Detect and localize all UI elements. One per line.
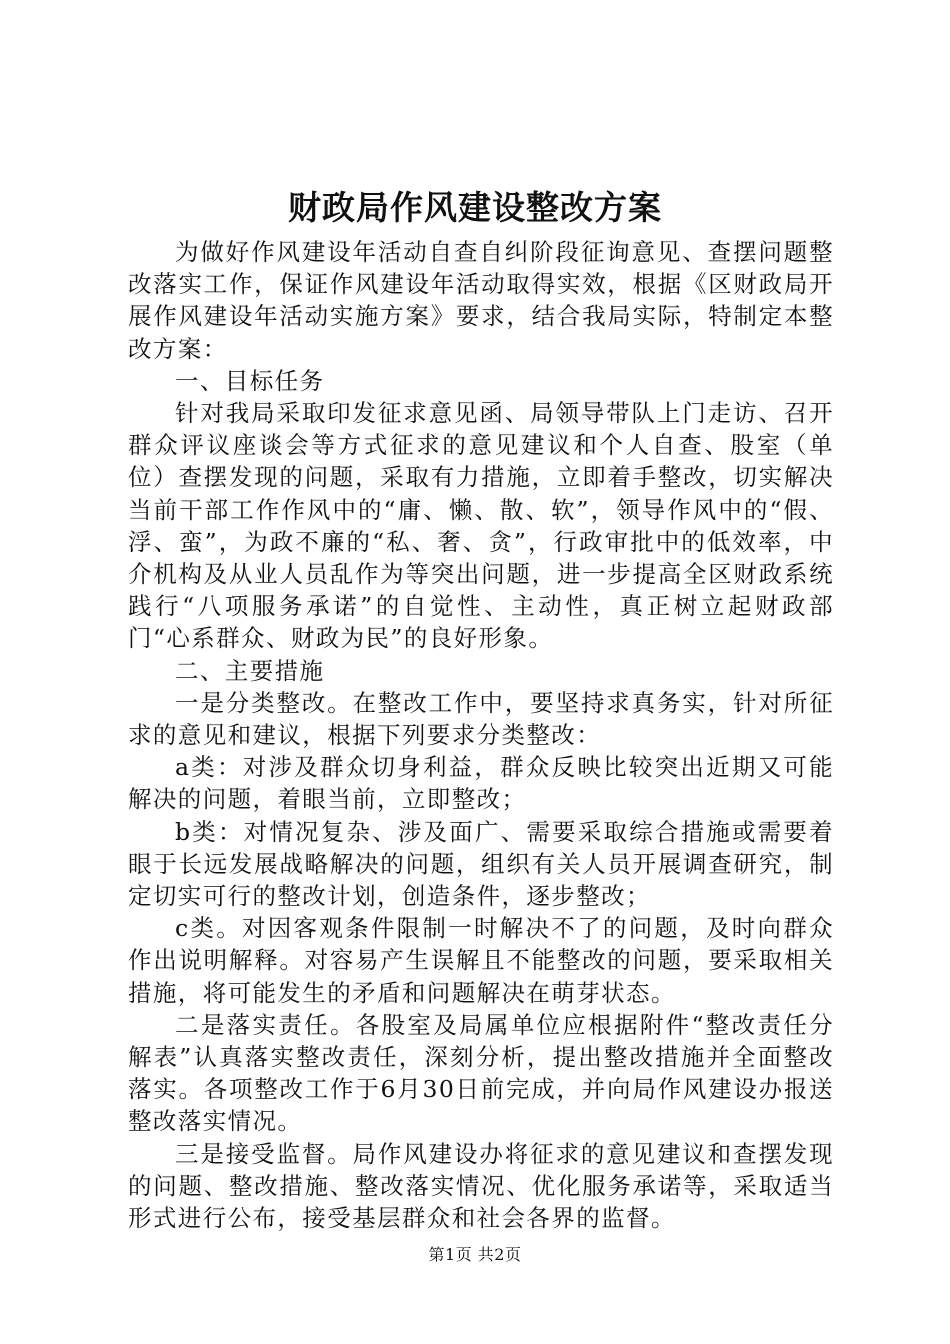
paragraph-category-a: a类：对涉及群众切身利益，群众反映比较突出近期又可能解决的问题，着眼当前，立即整改； (128, 753, 834, 814)
page-footer: 第1页 共2页 (428, 1245, 522, 1264)
paragraph-measure-1: 一是分类整改。在整改工作中，要坚持求真务实，针对所征求的意见和建议，根据下列要求分类整改： (128, 688, 834, 750)
paragraph-goals: 针对我局采取印发征求意见函、局领导带队上门走访、召开群众评议座谈会等方式征求的意见建议和个人自查、股室（单位）查摆发现的问题，采取有力措施，立即着手整改，切实解决当前干部工作作风中的“庸、懒、散、软”，领导作风中的“假、浮、蛮”，为政不廉的“私、奢、贪”，行政审批中的低效率，中介机构及从业人员乱作为等突出问题，进一步提高全区财政系统践行“八项服务承诺”的自觉性、主动性，真正树立起财政部门“心系群众、财政为民”的良好形象。 (128, 399, 834, 653)
paragraph-measure-3: 三是接受监督。局作风建设办将征求的意见建议和查摆发现的问题、整改措施、整改落实情况、优化服务承诺等，采取适当形式进行公布，接受基层群众和社会各界的监督。 (128, 1139, 834, 1233)
heading-measures: 二、主要措施 (175, 656, 325, 685)
paragraph-category-b: b类：对情况复杂、涉及面广、需要采取综合措施或需要着眼于长远发展战略解决的问题，组织有关人员开展调查研究，制定切实可行的整改计划，创造条件，逐步整改； (128, 817, 834, 911)
heading-goals: 一、目标任务 (175, 366, 325, 395)
paragraph-measure-2: 二是落实责任。各股室及局属单位应根据附件“整改责任分解表”认真落实整改责任，深刻分析，提出整改措施并全面整改落实。各项整改工作于6月30日前完成，并向局作风建设办报送整改落实情况。 (128, 1010, 834, 1136)
paragraph-category-c: c类。对因客观条件限制一时解决不了的问题，及时向群众作出说明解释。对容易产生误解且不能整改的问题，要采取相关措施，将可能发生的矛盾和问题解决在萌芽状态。 (128, 914, 834, 1007)
document-body (128, 236, 834, 1234)
document-title: 财政局作风建设整改方案 (288, 188, 662, 227)
paragraph-intro: 为做好作风建设年活动自查自纠阶段征询意见、查摆问题整改落实工作，保证作风建设年活动取得实效，根据《区财政局开展作风建设年活动实施方案》要求，结合我局实际，特制定本整改方案： (128, 238, 834, 363)
